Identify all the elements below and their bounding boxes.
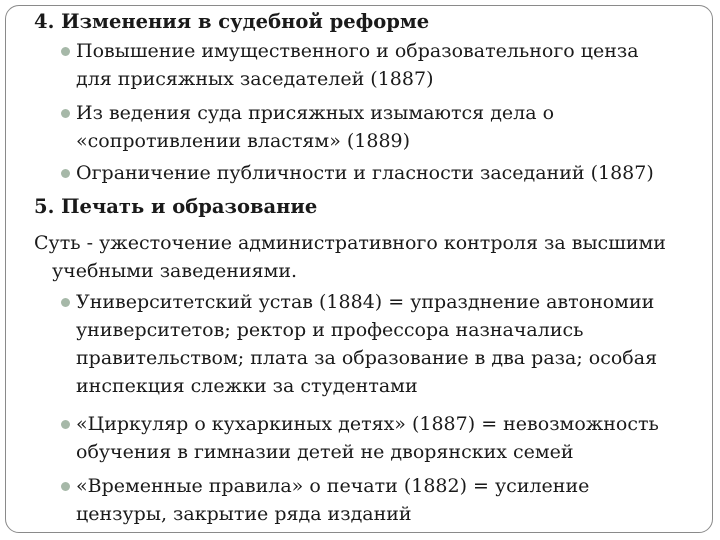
bullet-item-press-rules [76, 472, 589, 528]
bullet-text-line: Повышение имущественного и образовательного ценза [76, 40, 639, 62]
bullet-text-line: «сопротивлении властям» (1889) [76, 130, 411, 152]
bullet-item-university-charter [76, 288, 657, 400]
bullet-text-line: «Циркуляр о кухаркиных детях» (1887) = невозможность [76, 413, 659, 435]
bullet-text-line: цензуры, закрытие ряда изданий [76, 503, 412, 525]
intro-text-line: Суть - ужесточение административного контроля за высшими [34, 232, 666, 254]
bullet-item-resistance-cases [76, 99, 554, 155]
section-4-heading: 4. Изменения в судебной реформе [34, 10, 430, 33]
bullet-icon [61, 47, 70, 56]
bullet-text-line: Университетский устав (1884) = упразднение автономии [76, 291, 655, 313]
intro-text-line: учебными заведениями. [52, 260, 298, 282]
bullet-icon [61, 109, 70, 118]
bullet-item-jury-qualification [76, 37, 639, 93]
bullet-item-publicity-limit [76, 159, 654, 187]
bullet-text-line: инспекция слежки за студентами [76, 375, 418, 397]
bullet-text-line: университетов; ректор и профессора назначались [76, 319, 584, 341]
bullet-text-line: обучения в гимназии детей не дворянских семей [76, 441, 574, 463]
bullet-text-line: «Временные правила» о печати (1882) = усиление [76, 475, 590, 497]
section-5-intro [34, 229, 666, 285]
bullet-icon [61, 482, 70, 491]
bullet-text-line: для присяжных заседателей (1887) [76, 68, 434, 90]
bullet-item-cooks-children-circular [76, 410, 659, 466]
bullet-text-line: Ограничение публичности и гласности заседаний (1887) [76, 162, 654, 184]
bullet-icon [61, 169, 70, 178]
bullet-icon [61, 298, 70, 307]
bullet-icon [61, 420, 70, 429]
section-5-heading: 5. Печать и образование [34, 195, 318, 218]
bullet-text-line: правительством; плата за образование в два раза; особая [76, 347, 658, 369]
bullet-text-line: Из ведения суда присяжных изымаются дела о [76, 102, 555, 124]
